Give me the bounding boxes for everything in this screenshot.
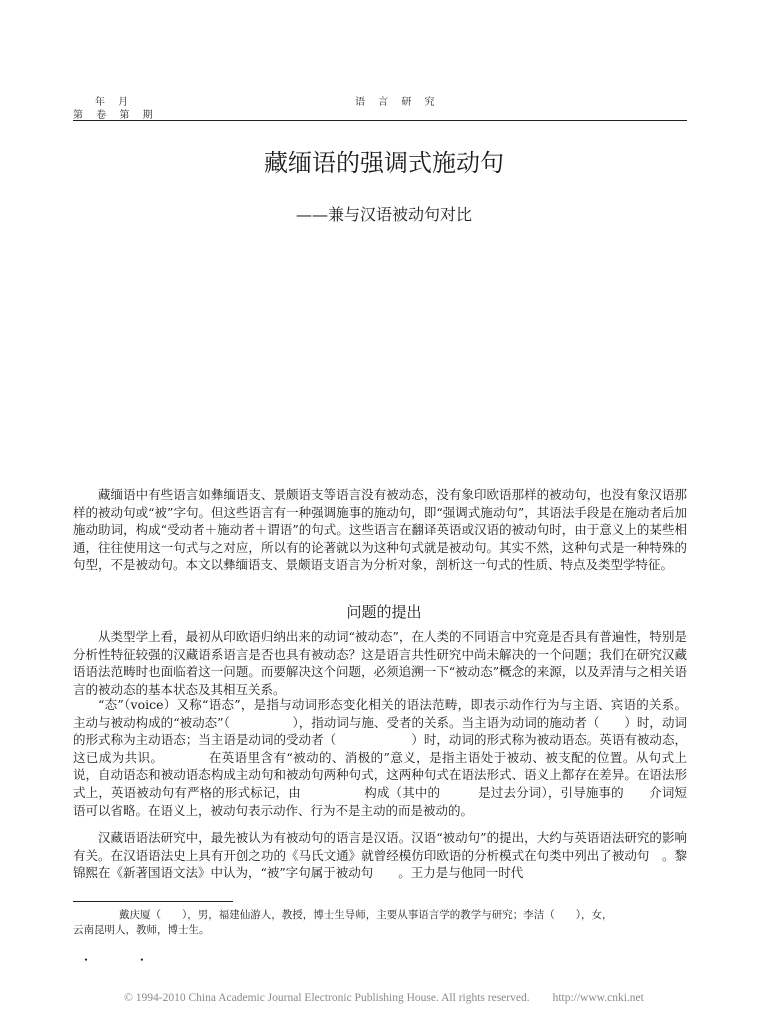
section-heading: 问题的提出 xyxy=(346,603,422,621)
header-rule xyxy=(73,120,687,121)
page-marks: ・ ・ xyxy=(80,953,168,967)
author-footnote xyxy=(73,908,687,938)
article-title: 藏缅语的强调式施动句 xyxy=(264,149,504,177)
body-paragraph-2: “态”（voice）又称“语态”，是指与动词形态变化相关的语法范畴，即表示动作行为与主语、宾语的关系。主动与被动构成的“被动态”（ ），指动词与施、受者的关系。当主语为动词的施动者（ ）时，动词的形式称为主动语态；当主语是动词的受动者（ ）时，动词的形式称为被动语态。英语有被动态，这已成为共识。 在英语里含有“被动的、消极的”意义，是指主语处于被动、被支配的位置。从句式上说，自动语态和被动语态构成主动句和被动句两种句式，这两种句式在语法形式、语义上都存在差异。在语法形式上，英语被动句有严格的形式标记，由 构成（其中的 是过去分词），引导施事的 介词短语可以省略。在语义上，被动句表示动作、行为不是主动的而是被动的。 xyxy=(73,697,687,818)
header-volume: 第 卷 第 期 xyxy=(73,110,158,121)
abstract: 藏缅语中有些语言如彝缅语支、景颇语支等语言没有被动态，没有象印欧语那样的被动句，也没有象汉语那样的被动句或“被”字句。但这些语言有一种强调施事的施动句，即“强调式施动句”，其语法手段是在施动者后加施动助词，构成“受动者＋施动者＋谓语”的句式。这些语言在翻译英语或汉语的被动句时，由于意义上的某些相通，往往使用这一句式与之对应，所以有的论著就以为这种句式就是被动句。其实不然，这种句式是一种特殊的句型，不是被动句。本文以彝缅语支、景颇语支语言为分析对象，剖析这一句式的性质、特点及类型学特征。 xyxy=(73,487,687,573)
footnote-rule xyxy=(73,901,233,902)
body-paragraph-3: 汉藏语语法研究中，最先被认为有被动句的语言是汉语。汉语“被动句”的提出，大约与英语语法研究的影响有关。在汉语语法史上具有开创之功的《马氏文通》就曾经模仿印欧语的分析模式在句类中列出了被动句 。黎锦熙在《新著国语文法》中认为，“被”字句属于被动句 。王力是与他同一时代 xyxy=(73,830,687,881)
body-paragraph-1: 从类型学上看，最初从印欧语归纳出来的动词“被动态”，在人类的不同语言中究竟是否具有普遍性，特别是分析性特征较强的汉藏语系语言是否也具有被动态？这是语言共性研究中尚未解决的一个问题；我们在研究汉藏语语法范畴时也面临着这一问题。而要解决这个问题，必须追溯一下“被动态”概念的来源，以及弄清与之相关语言的被动态的基本状态及其相互关系。 xyxy=(73,629,687,697)
article-subtitle: ——兼与汉语被动句对比 xyxy=(295,205,472,224)
footnote-line-1: 戴庆厦（ ），男，福建仙游人，教授，博士生导师，主要从事语言学的教学与研究；李洁（ ），女， xyxy=(119,909,613,921)
header-date: 年 月 xyxy=(95,97,134,108)
copyright-notice: © 1994-2010 China Academic Journal Electronic Publishing House. All rights reserved. http://www.cnki.net xyxy=(124,992,644,1004)
footnote-line-2: 云南昆明人，教师，博士生。 xyxy=(73,924,210,936)
header-journal-name: 语 言 研 究 xyxy=(355,97,440,108)
